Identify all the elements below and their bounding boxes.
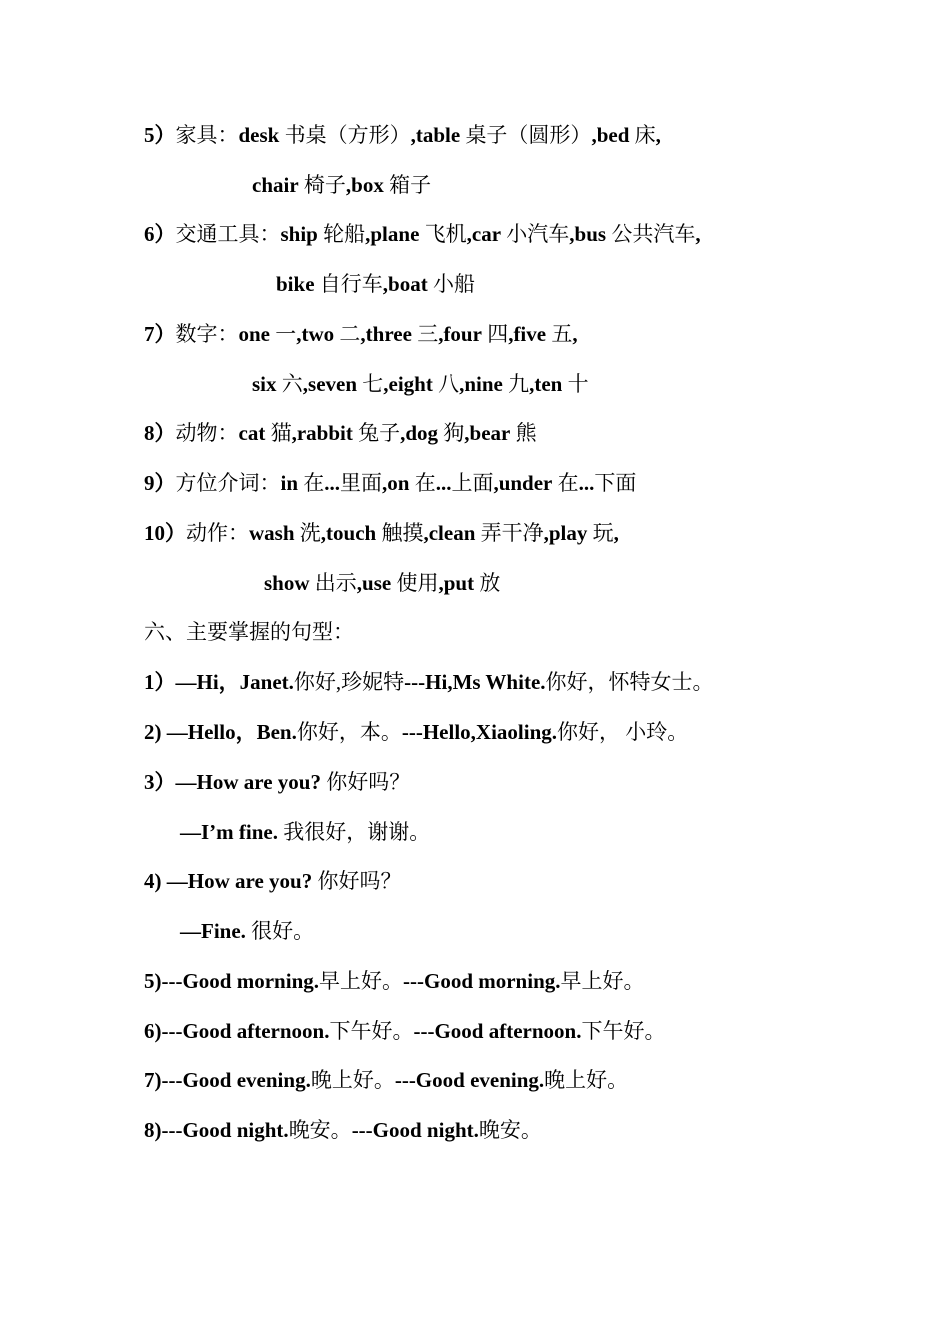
- word-pairs: [276, 272, 475, 296]
- item-number: 8）: [144, 421, 176, 445]
- english-word: ...: [435, 471, 452, 495]
- chinese-translation: 晚安。: [288, 1118, 352, 1142]
- chinese-translation: 早上好。: [560, 969, 645, 993]
- english-word: ,put: [438, 571, 475, 595]
- vocab-furniture-line-1: [144, 115, 661, 155]
- word-pairs: [239, 322, 578, 346]
- word-pairs: [239, 123, 661, 147]
- chinese-translation: 我很好，谢谢。: [278, 820, 431, 844]
- chinese-meaning: 书桌（方形）: [279, 123, 411, 147]
- word-pairs: [252, 173, 431, 197]
- chinese-translation: 你好，怀特女士。: [545, 670, 714, 694]
- english-word: chair: [252, 173, 299, 197]
- english-word: desk: [238, 123, 280, 147]
- english-sentence: —How are you?: [166, 869, 313, 893]
- chinese-translation: 下午好。: [581, 1019, 666, 1043]
- english-sentence: 4): [144, 869, 167, 893]
- vocab-prepositions-line: [144, 463, 636, 503]
- english-word: ,box: [345, 173, 384, 197]
- english-word: ,eight: [383, 372, 433, 396]
- chinese-meaning: 床: [629, 123, 656, 147]
- chinese-meaning: 兔子: [352, 421, 401, 445]
- english-word: ,dog: [400, 421, 439, 445]
- english-sentence: —Hello，Ben.: [166, 720, 297, 744]
- chinese-translation: 晚上好。: [544, 1068, 629, 1092]
- sentence-line: [144, 1110, 542, 1150]
- english-word: one: [238, 322, 270, 346]
- english-word: ,: [613, 521, 619, 545]
- chinese-translation: 早上好。: [319, 969, 403, 993]
- item-number: 7）: [144, 322, 176, 346]
- english-word: ,under: [493, 471, 553, 495]
- english-word: show: [264, 571, 310, 595]
- vocab-actions-line-2: [264, 563, 500, 603]
- chinese-meaning: 触摸: [376, 521, 424, 545]
- word-pairs: [281, 222, 701, 246]
- english-word: ,ten: [529, 372, 563, 396]
- vocab-actions-line-1: [144, 513, 619, 553]
- english-sentence: ---Hi,Ms White.: [404, 670, 546, 694]
- chinese-meaning: 出示: [309, 571, 357, 595]
- english-word: ,five: [508, 322, 547, 346]
- english-word: ,plane: [365, 222, 420, 246]
- chinese-translation: 下午好。: [329, 1019, 414, 1043]
- sentence-line: [144, 1011, 665, 1051]
- chinese-translation: 晚上好。: [310, 1068, 395, 1092]
- english-sentence: ---Good morning.: [403, 969, 561, 993]
- chinese-meaning: 放: [474, 571, 501, 595]
- english-word: ,three: [360, 322, 412, 346]
- english-sentence: ---Good night.: [351, 1118, 479, 1142]
- english-word: cat: [238, 421, 266, 445]
- category-label: 交通工具：: [175, 222, 281, 246]
- chinese-meaning: 桌子（圆形）: [460, 123, 592, 147]
- sentence-line: [144, 662, 714, 702]
- english-sentence: 5)---Good morning.: [144, 969, 319, 993]
- chinese-meaning: 里面: [340, 471, 383, 495]
- sentence-line: [144, 961, 645, 1001]
- category-label: 动物：: [175, 421, 239, 445]
- chinese-meaning: 椅子: [298, 173, 346, 197]
- chinese-meaning: 七: [357, 372, 384, 396]
- chinese-meaning: 四: [481, 322, 509, 346]
- item-number: 9）: [144, 471, 176, 495]
- sentence-line: [144, 1060, 628, 1100]
- english-sentence: 7)---Good evening.: [144, 1068, 311, 1092]
- vocab-furniture-line-2: [252, 165, 431, 205]
- category-label: 家具：: [175, 123, 239, 147]
- chinese-meaning: 上面: [451, 471, 494, 495]
- chinese-meaning: 在: [552, 471, 579, 495]
- english-sentence: 1）: [144, 670, 176, 694]
- english-word: ,car: [466, 222, 502, 246]
- english-word: ...: [578, 471, 595, 495]
- english-sentence: 8)---Good night.: [144, 1118, 289, 1142]
- chinese-meaning: 洗: [294, 521, 321, 545]
- chinese-meaning: 熊: [510, 421, 537, 445]
- english-word: ,on: [382, 471, 410, 495]
- english-word: six: [252, 372, 277, 396]
- english-sentence: ---Good afternoon.: [413, 1019, 582, 1043]
- english-sentence: —Hi，Janet.: [175, 670, 294, 694]
- chinese-meaning: 轮船: [317, 222, 366, 246]
- item-number: 10）: [144, 521, 186, 545]
- english-word: ,play: [543, 521, 588, 545]
- word-pairs: [249, 521, 619, 545]
- english-word: ship: [280, 222, 318, 246]
- english-word: ,: [572, 322, 578, 346]
- vocab-transport-line-2: [276, 264, 475, 304]
- english-word: ,clean: [423, 521, 476, 545]
- english-sentence: —I’m fine.: [180, 820, 278, 844]
- chinese-meaning: 小船: [427, 272, 475, 296]
- word-pairs: [239, 421, 537, 445]
- chinese-meaning: 八: [432, 372, 460, 396]
- english-word: wash: [249, 521, 295, 545]
- english-word: ,nine: [459, 372, 503, 396]
- vocab-numbers-line-1: [144, 314, 578, 354]
- sentence-line: [144, 861, 401, 901]
- chinese-translation: 你好， 小玲。: [557, 720, 689, 744]
- english-word: ,use: [356, 571, 392, 595]
- chinese-translation: 你好,珍妮特: [293, 670, 405, 694]
- chinese-meaning: 下面: [594, 471, 637, 495]
- english-word: ,rabbit: [291, 421, 353, 445]
- item-number: 5）: [144, 123, 176, 147]
- english-sentence: ---Hello,Xiaoling.: [401, 720, 557, 744]
- sentence-line: [180, 911, 314, 951]
- chinese-meaning: 在: [409, 471, 436, 495]
- chinese-meaning: 五: [546, 322, 573, 346]
- category-label: 方位介词：: [175, 471, 281, 495]
- chinese-meaning: 一: [270, 322, 297, 346]
- chinese-meaning: 六: [276, 372, 303, 396]
- chinese-meaning: 箱子: [383, 173, 432, 197]
- sentence-line: [144, 712, 688, 752]
- english-word: ,touch: [320, 521, 377, 545]
- english-sentence: —Fine.: [180, 919, 246, 943]
- english-word: ,bed: [591, 123, 630, 147]
- category-label: 动作：: [186, 521, 249, 545]
- chinese-meaning: 玩: [587, 521, 614, 545]
- english-word: ,table: [410, 123, 461, 147]
- chinese-meaning: 二: [334, 322, 361, 346]
- english-word: ,bear: [464, 421, 511, 445]
- word-pairs: [264, 571, 500, 595]
- english-word: ,: [695, 222, 701, 246]
- category-label: 数字：: [175, 322, 239, 346]
- item-number: 6）: [144, 222, 176, 246]
- english-word: ,two: [296, 322, 335, 346]
- english-sentence: —How are you?: [175, 770, 321, 794]
- chinese-meaning: 猫: [265, 421, 292, 445]
- chinese-meaning: 自行车: [314, 272, 383, 296]
- english-word: ,: [655, 123, 661, 147]
- chinese-translation: 你好吗？: [312, 869, 402, 893]
- english-word: ,seven: [302, 372, 358, 396]
- word-pairs: [281, 471, 637, 495]
- chinese-translation: 你好，本。: [296, 720, 402, 744]
- english-word: ,four: [438, 322, 482, 346]
- chinese-translation: 晚安。: [478, 1118, 542, 1142]
- sentence-line: [180, 812, 430, 852]
- english-word: in: [280, 471, 299, 495]
- vocab-numbers-line-2: [252, 364, 589, 404]
- english-sentence: ---Good evening.: [394, 1068, 545, 1092]
- chinese-meaning: 在: [298, 471, 325, 495]
- english-word: bike: [276, 272, 315, 296]
- vocab-transport-line-1: [144, 214, 701, 254]
- vocab-animals-line: [144, 413, 537, 453]
- word-pairs: [252, 372, 589, 396]
- chinese-meaning: 三: [411, 322, 439, 346]
- section-heading: 六、主要掌握的句型：: [144, 620, 354, 644]
- sentence-line: [144, 762, 410, 802]
- chinese-meaning: 九: [502, 372, 530, 396]
- english-word: ,bus: [569, 222, 607, 246]
- chinese-meaning: 公共汽车: [606, 222, 696, 246]
- chinese-translation: 你好吗？: [320, 770, 411, 794]
- chinese-meaning: 十: [562, 372, 589, 396]
- english-sentence: 3）: [144, 770, 176, 794]
- chinese-meaning: 使用: [391, 571, 439, 595]
- english-sentence: 6)---Good afternoon.: [144, 1019, 330, 1043]
- chinese-meaning: 小汽车: [501, 222, 570, 246]
- chinese-meaning: 飞机: [419, 222, 467, 246]
- chinese-meaning: 弄干净: [475, 521, 544, 545]
- chinese-meaning: 狗: [438, 421, 465, 445]
- english-word: ...: [324, 471, 341, 495]
- english-word: ,boat: [382, 272, 428, 296]
- chinese-translation: 很好。: [245, 919, 315, 943]
- english-sentence: 2): [144, 720, 167, 744]
